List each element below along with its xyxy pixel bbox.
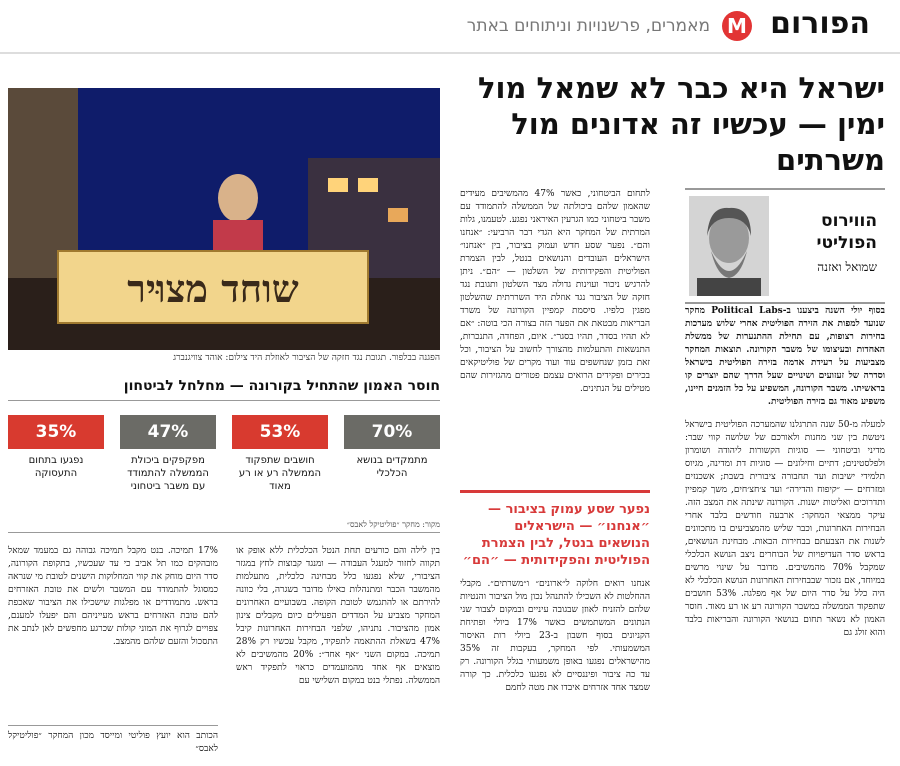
chart-source: מקור: מחקר ״פוליטיקל לאבס״: [8, 520, 440, 533]
sign-text: שוחד מצוּיר: [127, 266, 299, 311]
stat-value: 70%: [344, 415, 440, 449]
stat-item: [120, 415, 216, 493]
stat-chart: [8, 415, 440, 515]
stat-value: 53%: [232, 415, 328, 449]
article-lead: בסוף יולי השנה ביצענו ב-Political Labs מחקר שנועד למפות את הזירה הפוליטית אחרי שלוש מערכות בחירות רצופות, עם תחילת ההתנערות של ממשלת האחדות ובעיצומו של משבר הקורונה. תוצאות המחקר מצביעות על רעידת אדמה בזירה הפוליטית בישראל וסדרה של זעזועים ושינויים שעל הדרך שהם יוצרים קו בראשיתו. משבר הקורונה, המשפיע על כל הזמנים חיינו, משפיע מאוד גם בזירה הפוליטית.: [685, 306, 885, 407]
stat-item: [344, 415, 440, 480]
protest-photo: [8, 88, 440, 350]
pull-quote: נפער שסע עמוק בציבור — ״אנחנו״ — הישראלים הנושאים בנטל, לבין הצמרת הפוליטית והפקידותית — ״הם״: [460, 490, 650, 569]
stat-item: [8, 415, 104, 480]
article-column-2-bottom: אנחנו רואים חלוקה ל״ארונים״ ו״משרתים״. מקבלי ההחלטות לא השכילו להתנהל נכון מול הציבור והנטיות שלהם להזניח לאוזן שבגובה עיניים ובמקום לצבור שני הנתונים המשתמשים כאשר 17% ביולי ופתיחת הקניונים בסוף חשבון ב-23 ביולי רות האיסור המשמעותי. לפי המחקר, בעקבות זה 35% מהישראלים נפגעו באופן משמעותי בגלל הקורונה. רק עד כה ציבור ופיננסיים לא נפגעו כלכלית. כך קורה שמצד אחד אזרחים איבדו את מטה לחמם: [460, 579, 650, 693]
column-name: הווירוס הפוליטי: [816, 211, 877, 253]
stat-value: 47%: [120, 415, 216, 449]
stat-label: מפקפקים ביכולת הממשלה להתמודד עם משבר ביטחוני: [127, 455, 209, 492]
stat-value: 35%: [8, 415, 104, 449]
author-name: שמואל ואזנה: [817, 260, 877, 274]
page-header: [0, 0, 900, 54]
stat-item: [232, 415, 328, 493]
brand-title: הפורום: [770, 6, 870, 41]
article-headline: ישראל היא כבר לא שמאל מול ימין — עכשיו זה אדונים מול משרתים: [477, 71, 885, 177]
article-body-1: למעלה מ-50 שנה התרגלנו שהמערכה הפוליטית בישראל ניטשת בין שני מחנות ולאורכם של שלושה קווי שבר: מדיני וביטחוני — סוגיות הקשורות ליהודה ושומרון ולפלסטינים; דתיים וחילונים — סוגיות דת ומדינה, מגיוס תלמידי ישיבות ועד תחבורה ציבורית בשבת; אשכנזים ומזרחים — ״קיפוח והדירה״ ועד צ׳חצ׳חים, משך קמפיין ותדרוכים ואליטות ישנות. הקורונה שינתה את המצב הזה. עיקר ממצאי המחקר: ארבעה חודשים בלבד אחרי הבחירות האחרונות, וכבר שליש מהמצביעים בו מתכוונים לשנות את הצבעתם בבחירות הבאות. מבחינת הנושאים, בראש סדר העדיפויות של הבוחרים ניצב הנושא הכלכלי שמקבל 70% מהמשיבים. מדובר על שינוי מרשים במיוחד, אם נזכור שבבחירות האחרונות הנושא הכלכלי לא היה כלל על סדר היום של אף מפלגה. 53% חושבים שתפקוד הממשלה במשבר הקורונה רע או רע מאוד. חוסר האמון לא נשאר תחום בנושאי הקורונה והבריאות בלבד והוא זולג גם: [685, 420, 885, 638]
chart-title: חוסר האמון שהתחיל בקורונה — מחלחל לביטחון: [8, 378, 440, 401]
brand-logo: M: [722, 11, 752, 41]
author-bio: הכותב הוא יועץ פוליטי ומייסד מכון המחקר ״פוליטיקל לאבס״: [8, 725, 218, 766]
header-tagline: מאמרים, פרשנויות וניתוחים באתר: [466, 16, 710, 36]
article-column-3: בין לילה והם כורעים תחת הנטל הכלכלית ללא אופק או תקווה לחזור למעגל העבודה — ומנגד קבוצות לחץ במגזר הציבורי, שלא נפגעו כלל מבחינה כלכלית, מתעלמות מהמשבר הכבר ומתנהלות כאילו מדובר בשגרה, בלי כוונה להירתם או להתגמש לטובת הקופה. בשבועיים האחרונים המחקר מצביע על המדדים הפעילים כיום מקבלים צינון אמון מהציבור. נתניהו, שלפני הבחירות האחרונות קיבל 47% בשאלת ההתאמה לתפקיד, מקבל עכשיו רק 28% תמיכה. במקום השני ״אף אחד״: 20% מהמשיבים לא מוצאים אף אחד מהמועמדים כראוי לתפקיד ראש הממשלה. נפתלי בנט במקום השלישי עם: [236, 546, 440, 686]
article-column-2-top: לתחום הביטחוני, כאשר 47% מהמשיבים מעידים שהאמון שלהם ביכולתה של הממשלה להתמודד עם משבר ביטחוני כמו הגרעין האיראני נפגע. לטעמנו, גלות המרתית של המחקר היא הגדי דבר הרביעי: ״אנחנו והם״. נפער שסע חדש ועמוק בציבור, בין ״אנחנו״ הישראלים העובדים והנושאים בנטל, לבין הצמרת הפוליטית והפקידותית של השלטון — ״הם״. ניתן להרגיש ניכור ועוינות גדולה מצד השלטון ותגובת נגד חזקה של הציבור נגד אוזלת היד השררתית שהשלטון מפגין כלפיו. סיסמת קמפיין הקורונה של משרד הבריאות מבטאת את הפער הזה בצורה הכי בוטה: ״אם לא תהיו בסדר, תהיו בסגר״. איום, הפחדה, התנכרות, התנשאות והתעלמות מהצורך לחשוב על הציבור, וכל זאת בזמן שנחשפים עוד ועוד מקרים של פוליטיקאים בכירים ופקידים הרואים עצמם פטורים מהגזירות שהם מטילים על הנתינים.: [460, 189, 650, 394]
article-column-4: 17% תמיכה. בנט מקבל תמיכה גבוהה גם במעמד שמאל מובהקים כמו תל אביב כי עד שעכשיו, בתקופת הקורונה, סדר היום מוחק את קווי המחלוקות הישנים לטובת מי שנראה כמסוגל להתמודד עם המשבר ולשים את טובת האזרחים בראש. מתמודדים או מפלגות שישכילו את הציבור שאכפת להם טובת האזרחים בראש מעייניהם והם יפעלו למענם, צפויים לגרוף את המוני קולות שכרגע מחפשים לאן לנתב את התסכול והזעם שלהם מהמצב.: [8, 546, 218, 647]
stat-label: חושבים שתפקוד הממשלה רע או רע מאוד: [238, 455, 322, 492]
author-portrait: [689, 196, 769, 296]
columnist-box: [685, 188, 885, 304]
article-column-1: [685, 305, 885, 760]
photo-caption: הפגנה בבלפור. תגובת נגד חזקה של הציבור לאוזלת היד צילום: אוהד צוויגנברג: [173, 353, 440, 363]
stat-label: נפגעו בתחום התעסוקה: [28, 455, 84, 479]
stat-label: מתמקדים בנושא הכלכלי: [356, 455, 428, 479]
